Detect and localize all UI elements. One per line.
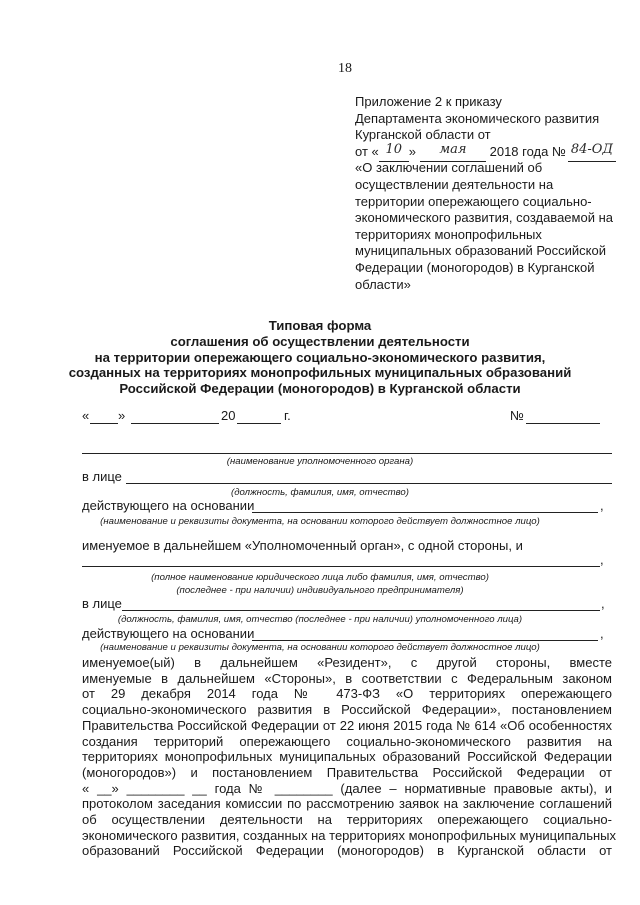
- title-line-3: на территории опережающего социально-экономического развития,: [94, 349, 546, 365]
- body-line-12: экономического развития, созданных на территориях монопрофильных муниципальных: [82, 827, 616, 843]
- in-person-line-2: [122, 610, 600, 611]
- form-number-line: [526, 423, 600, 424]
- in-person-label: в лице: [82, 469, 122, 484]
- caption-legal-1: (полное наименование юридического лица либо фамилия, имя, отчество): [151, 572, 489, 583]
- body-line-7: территориях монопрофильных муниципальных образований Российской Федерации: [82, 749, 612, 765]
- caption-authority: (наименование уполномоченного органа): [226, 456, 414, 467]
- appendix-subject-7: Федерации (моногородов) в Курганской: [355, 260, 595, 275]
- body-line-11: об осуществлении деятельности на территориях опережающего социально-: [82, 812, 612, 827]
- order-number-handwritten: 84-ОД: [570, 141, 613, 157]
- body-line-3: от 29 декабря 2014 года № 473-ФЗ «О территориях опережающего: [82, 686, 612, 702]
- appendix-subject-2: осуществлении деятельности на: [355, 177, 554, 192]
- title-line-1: Типовая форма: [268, 318, 372, 333]
- body-line-2: именуемые в дальнейшем «Стороны», в соответствии с Федеральным законом: [82, 670, 612, 686]
- hereinafter-authority: именуемое в дальнейшем «Уполномоченный орган», с одной стороны, и: [82, 538, 523, 553]
- form-date-open: «: [82, 408, 90, 423]
- title-line-5: Российской Федерации (моногородов) в Курганской области: [119, 381, 521, 397]
- body-line-6: создания территорий опережающего социально-экономического развития на: [82, 733, 612, 749]
- caption-position-2: (должность, фамилия, имя, отчество (последнее - при наличии) уполномоченного лица): [117, 614, 523, 625]
- title-line-4: созданных на территориях монопрофильных муниципальных образований: [68, 365, 572, 381]
- in-person-comma-2: ,: [601, 596, 605, 611]
- form-number-sign: №: [510, 408, 524, 423]
- appendix-subject-6: муниципальных образований Российской: [355, 243, 607, 259]
- body-line-8: (моногородов») и постановлением Правительства Российской Федерации от: [82, 764, 612, 780]
- appendix-line-1: Приложение 2 к приказу: [355, 94, 502, 109]
- date-month-handwritten: мая: [439, 141, 467, 157]
- body-line-1: именуемое(ый) в дальнейшем «Резидент», с другой стороны, вместе: [82, 655, 612, 670]
- appendix-subject-8: области»: [355, 276, 411, 292]
- date-prefix: от «: [355, 143, 379, 159]
- body-line-4: социально-экономического развития в Российской Федерации», постановлением: [82, 702, 612, 718]
- caption-document-2: (наименование и реквизиты документа, на основании которого действует должностное лицо): [100, 642, 540, 653]
- form-year-line: [237, 423, 281, 424]
- body-line-10: протоколом заседания комиссии по рассмотрению заявок на заключение соглашений: [82, 796, 612, 812]
- in-person-line: [126, 483, 612, 484]
- acting-basis-line: [252, 512, 598, 513]
- body-line-5: Правительства Российской Федерации от 22 июня 2015 года № 614 «Об особенностях: [82, 717, 612, 733]
- appendix-subject-4: экономического развития, создаваемой на: [355, 210, 613, 226]
- form-day-line: [90, 423, 118, 424]
- acting-basis-label: действующего на основании: [82, 498, 255, 513]
- caption-legal-2: (последнее - при наличии) индивидуального предпринимателя): [176, 585, 464, 596]
- page-number: 18: [338, 61, 352, 76]
- appendix-line-2: Департамента экономического развития: [355, 110, 600, 126]
- acting-basis-comma-2: ,: [600, 626, 604, 641]
- caption-position: (должность, фамилия, имя, отчество): [231, 487, 409, 498]
- body-line-9: « __» ________ __ года № ________ (далее – нормативные правовые акты), и: [82, 780, 612, 796]
- authority-name-line: [82, 453, 612, 454]
- order-number-field: [568, 141, 616, 163]
- caption-document: (наименование и реквизиты документа, на основании которого действует должностное лицо): [100, 516, 540, 527]
- form-month-line: [131, 423, 219, 424]
- legal-entity-line: [82, 566, 600, 567]
- acting-basis-label-2: действующего на основании: [82, 626, 255, 641]
- appendix-subject-3: территории опережающего социально-: [355, 193, 592, 209]
- form-year-prefix: 20: [221, 408, 236, 423]
- legal-entity-comma: ,: [600, 552, 604, 567]
- title-line-2: соглашения об осуществлении деятельности: [170, 333, 470, 349]
- appendix-subject-5: территориях монопрофильных: [355, 226, 542, 242]
- body-line-13: образований Российской Федерации (моногородов) в Курганской области от: [82, 843, 612, 859]
- date-year: 2018 года №: [489, 143, 566, 159]
- form-date-close: »: [118, 408, 126, 423]
- appendix-line-3: Курганской области от: [355, 127, 491, 143]
- form-year-suffix: г.: [284, 408, 291, 423]
- acting-basis-line-2: [252, 640, 598, 641]
- acting-basis-comma: ,: [600, 498, 604, 513]
- date-day-handwritten: 10: [385, 141, 403, 157]
- appendix-subject-1: «О заключении соглашений об: [355, 160, 543, 176]
- date-mid: »: [408, 143, 416, 159]
- in-person-label-2: в лице: [82, 596, 122, 611]
